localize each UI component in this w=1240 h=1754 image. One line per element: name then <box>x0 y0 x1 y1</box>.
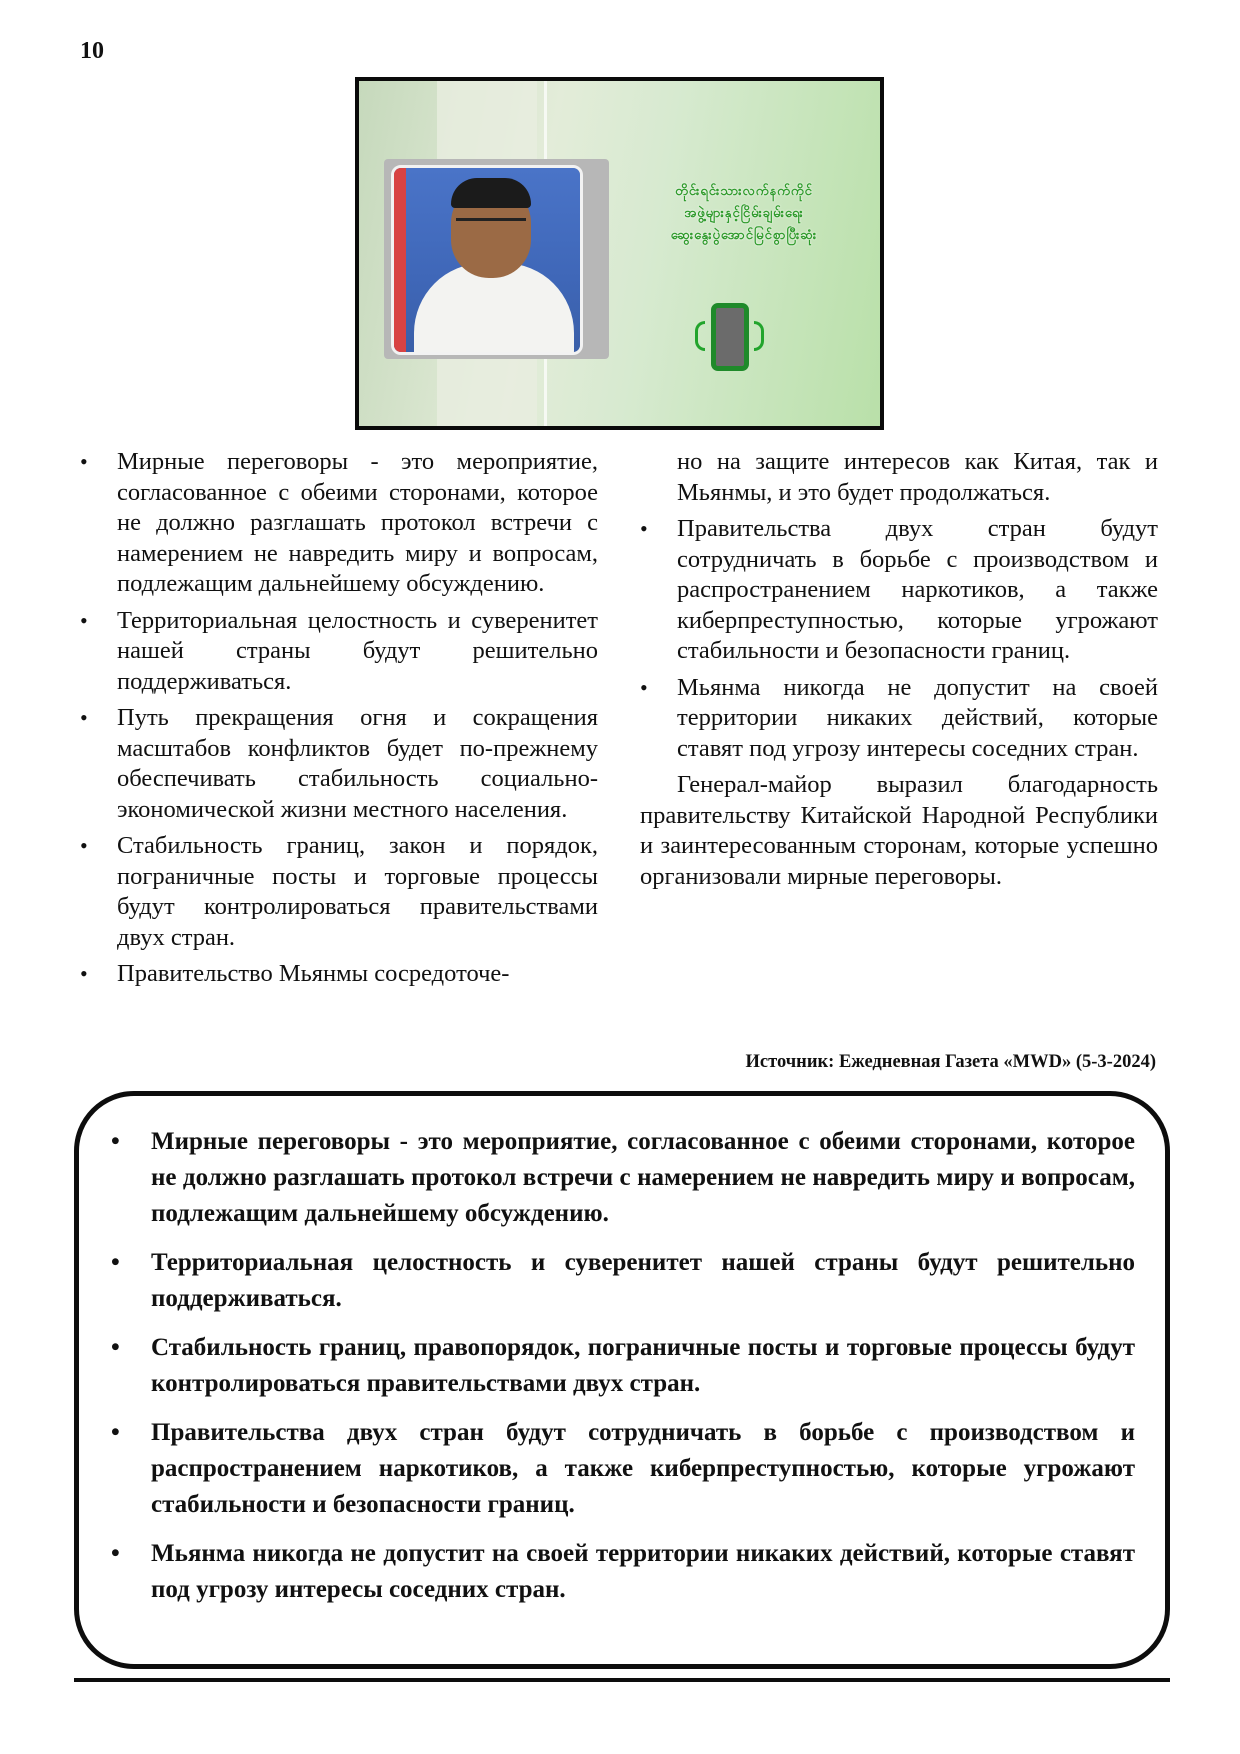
photo-caption <box>644 181 844 247</box>
source-citation: Источник: Ежедневная Газета «MWD» (5-3-2024) <box>745 1052 1156 1072</box>
list-item: • Мьянма никогда не допустит на своей территории никаких действий, которые ставят под угрозу интересы соседних стран. <box>640 673 1158 765</box>
list-item: • Мирные переговоры - это мероприятие, согласованное с обеими сторонами, которое не должно разглашать протокол встречи с намерением не навредить миру и вопросам, подлежащим дальнейшему обсуждению. <box>80 447 598 600</box>
summary-item: • Стабильность границ, правопорядок, пограничные посты и торговые процессы будут контролироваться правительствами двух стран. <box>109 1330 1135 1402</box>
summary-box <box>74 1091 1170 1669</box>
summary-item: • Территориальная целостность и суверенитет нашей страны будут решительно поддерживаться. <box>109 1245 1135 1317</box>
signal-right-icon <box>754 321 764 351</box>
speaker-portrait <box>391 165 583 355</box>
signal-left-icon <box>695 321 705 351</box>
closing-paragraph: Генерал-майор выразил благодарность правительству Китайской Народной Республики и заинтересованным сторонам, которые успешно организовали мирные переговоры. <box>640 771 1158 890</box>
photo-caption-line: ဆွေးနွေးပွဲအောင်မြင်စွာပြီးဆုံး <box>670 228 818 243</box>
list-item: • Территориальная целостность и суверенитет нашей страны будут решительно поддерживаться. <box>80 606 598 698</box>
photo-caption-line: အဖွဲ့များနှင့်ငြိမ်းချမ်းရေး <box>684 206 804 221</box>
summary-item: • Правительства двух стран будут сотрудничать в борьбе с производством и распространением наркотиков, а также киберпреступностью, которые угрожают стабильности и безопасности границ. <box>109 1415 1135 1523</box>
photo-caption-line: တိုင်းရင်းသားလက်နက်ကိုင် <box>675 184 813 199</box>
news-photo <box>355 77 884 430</box>
page-number: 10 <box>80 38 104 64</box>
bottom-rule <box>74 1678 1170 1682</box>
list-item: • Стабильность границ, закон и порядок, пограничные посты и торговые процессы будут контролироваться правительствами двух стран. <box>80 831 598 953</box>
list-item: • Правительство Мьянмы сосредоточе- <box>80 959 598 990</box>
speaker-glasses <box>456 218 526 233</box>
list-item: • Правительства двух стран будут сотрудничать в борьбе с производством и распространением наркотиков, а также киберпреступностью, которые угрожают стабильности и безопасности границ. <box>640 514 1158 667</box>
right-column <box>640 447 1158 892</box>
summary-item: • Мирные переговоры - это мероприятие, согласованное с обеими сторонами, которое не должно разглашать протокол встречи с намерением не навредить миру и вопросам, подлежащим дальнейшему обсуждению. <box>109 1124 1135 1232</box>
smartphone-icon <box>711 303 749 371</box>
list-item-continuation: но на защите интересов как Китая, так и Мьянмы, и это будет продолжаться. <box>677 448 1158 506</box>
flag <box>394 168 406 352</box>
left-column <box>80 447 598 996</box>
tv-frame <box>384 159 609 359</box>
list-item: • Путь прекращения огня и сокращения масштабов конфликтов будет по-прежнему обеспечивать стабильность социально-экономической жизни местного населения. <box>80 703 598 825</box>
summary-item: • Мьянма никогда не допустит на своей территории никаких действий, которые ставят под угрозу интересы соседних стран. <box>109 1536 1135 1608</box>
speaker-hair <box>451 178 531 208</box>
